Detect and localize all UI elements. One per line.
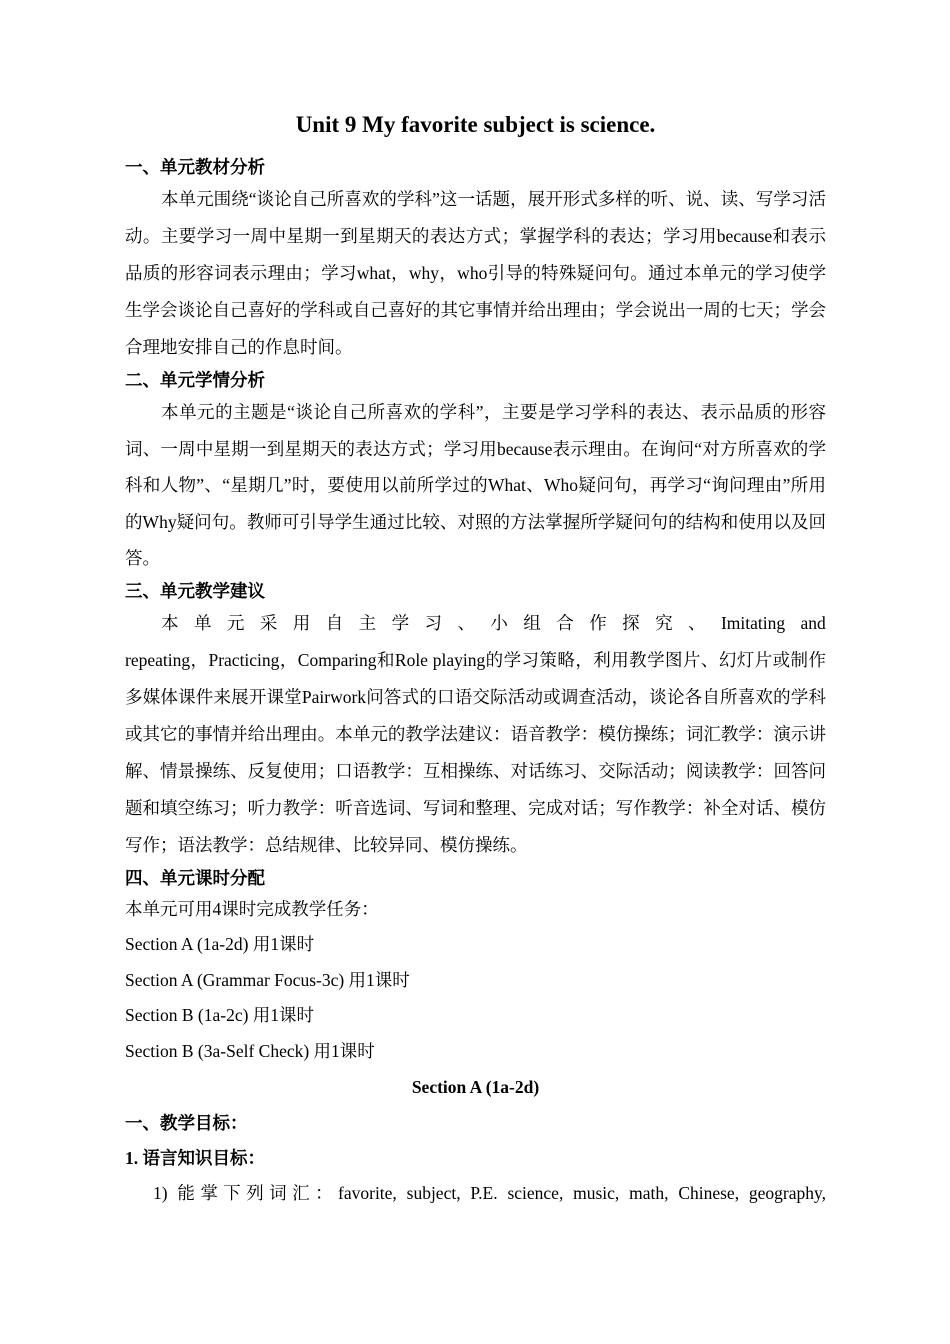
- spaced-word: 究: [655, 612, 673, 633]
- spaced-word: 采: [259, 612, 278, 633]
- schedule-line: Section B (3a-Self Check) 用1课时: [125, 1040, 375, 1061]
- spaced-word: 作: [589, 612, 607, 633]
- vocabulary-item: 1) 能掌下列词汇：favorite, subject, P.E. science, music, math, Chinese, geography,: [153, 1183, 826, 1203]
- spaced-word: 习: [424, 612, 442, 633]
- section-body-suggestions: repeating，Practicing，Comparing和Role playing的学习策略，利用教学图片、幻灯片或制作多媒体课件来展开课堂Pairwork问答式的口语交际活动或调查活动，谈论各自所喜欢的学科或其它的事情并给出理由。本单元的教学法建议：语音教学：模仿操练；词汇教学：演示讲解、情景操练、反复使用；口语教学：互相操练、对话练习、交际活动；阅读教学：回答问题和填空练习；听力教学：听音选词、写词和整理、完成对话；写作教学：补全对话、模仿写作；语法教学：总结规律、比较异同、模仿操练。: [125, 649, 826, 855]
- language-goal-heading: 1. 语言知识目标：: [125, 1148, 265, 1168]
- section-heading-schedule: 四、单元课时分配: [125, 867, 265, 888]
- spaced-word: 小: [490, 612, 508, 633]
- schedule-line: Section A (1a-2d) 用1课时: [125, 934, 315, 954]
- spaced-word: 自: [325, 612, 344, 633]
- suggestions-first-line: [125, 605, 826, 642]
- spaced-word: 合: [556, 612, 574, 633]
- spaced-word: 本: [161, 612, 179, 633]
- spaced-word: 单: [193, 612, 212, 633]
- spaced-word: 主: [358, 612, 377, 633]
- schedule-line: Section A (Grammar Focus-3c) 用1课时: [125, 969, 410, 990]
- schedule-line: Section B (1a-2c) 用1课时: [125, 1005, 315, 1025]
- spaced-word: 元: [226, 612, 245, 633]
- spaced-word: 用: [292, 612, 311, 633]
- spaced-word: 组: [523, 612, 541, 633]
- schedule-line: 本单元可用4课时完成教学任务：: [125, 898, 379, 919]
- spaced-word: 学: [391, 612, 410, 633]
- spaced-word: 、: [688, 612, 706, 633]
- section-a-title: Section A (1a-2d): [411, 1077, 540, 1097]
- spaced-word: and: [800, 612, 826, 633]
- section-heading-students: 二、单元学情分析: [125, 370, 265, 390]
- teaching-goal-heading: 一、教学目标：: [125, 1113, 248, 1133]
- spaced-word: 探: [622, 612, 640, 633]
- spaced-word: Imitating: [720, 612, 786, 633]
- section-heading-suggestions: 三、单元教学建议: [125, 580, 265, 601]
- document-title: Unit 9 My favorite subject is science.: [295, 112, 656, 137]
- section-heading-analysis: 一、单元教材分析: [125, 157, 265, 177]
- section-body-students: 本单元的主题是“谈论自己所喜欢的学科”，主要是学习学科的表达、表示品质的形容词、一周中星期一到星期天的表达方式；学习用because表示理由。在询问“对方所喜欢的学科和人物”、“星期几”时，要使用以前所学过的What、Who疑问句，再学习“询问理由”所用的Why疑问句。教师可引导学生通过比较、对照的方法掌握所学疑问句的结构和使用以及回答。: [125, 402, 826, 568]
- section-body-analysis: 本单元围绕“谈论自己所喜欢的学科”这一话题，展开形式多样的听、说、读、写学习活动。主要学习一周中星期一到星期天的表达方式；掌握学科的表达；学习用because和表示品质的形容词表示理由；学习what，why，who引导的特殊疑问句。通过本单元的学习使学生学会谈论自己喜好的学科或自己喜好的其它事情并给出理由；学会说出一周的七天；学会合理地安排自己的作息时间。: [125, 189, 826, 357]
- document-page: [125, 100, 826, 1211]
- spaced-word: 、: [457, 612, 475, 633]
